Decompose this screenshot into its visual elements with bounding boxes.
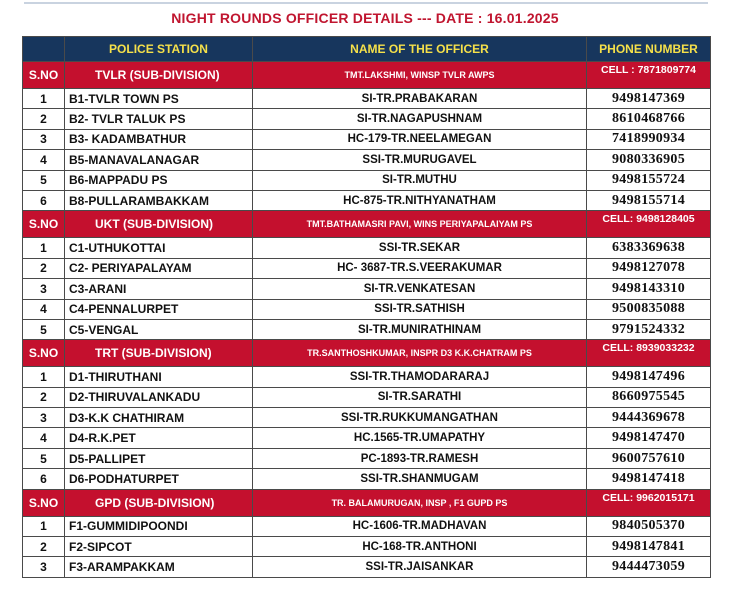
police-station-name: D2-THIRUVALANKADU bbox=[65, 387, 253, 407]
serial-number: 6 bbox=[23, 190, 65, 210]
subdivision-name: TRT (SUB-DIVISION) bbox=[65, 340, 253, 367]
officer-name: HC-168-TR.ANTHONI bbox=[253, 537, 587, 557]
serial-number: 4 bbox=[23, 299, 65, 319]
subdivision-cell-number: CELL: 8939033232 bbox=[587, 340, 711, 367]
police-station-name: F1-GUMMIDIPOONDI bbox=[65, 516, 253, 536]
phone-number: 9498127078 bbox=[587, 258, 711, 278]
phone-number: 8610468766 bbox=[587, 109, 711, 129]
police-station-name: D5-PALLIPET bbox=[65, 448, 253, 468]
officer-name: SSI-TR.MURUGAVEL bbox=[253, 150, 587, 170]
table-row bbox=[23, 238, 711, 258]
officer-name: SSI-TR.SEKAR bbox=[253, 238, 587, 258]
table-row bbox=[23, 557, 711, 577]
phone-number: 7418990934 bbox=[587, 129, 711, 149]
phone-number: 9498155724 bbox=[587, 170, 711, 190]
table-row bbox=[23, 150, 711, 170]
serial-number: 5 bbox=[23, 448, 65, 468]
table-row bbox=[23, 469, 711, 489]
phone-number: 9080336905 bbox=[587, 150, 711, 170]
officer-name: HC.1565-TR.UMAPATHY bbox=[253, 428, 587, 448]
serial-number: 2 bbox=[23, 258, 65, 278]
header-police-station: POLICE STATION bbox=[65, 37, 253, 62]
serial-number: 1 bbox=[23, 367, 65, 387]
police-station-name: B5-MANAVALANAGAR bbox=[65, 150, 253, 170]
phone-number: 9498155714 bbox=[587, 190, 711, 210]
subdivision-name: GPD (SUB-DIVISION) bbox=[65, 489, 253, 516]
phone-number: 9498147470 bbox=[587, 428, 711, 448]
phone-number: 9444369678 bbox=[587, 408, 711, 428]
officer-name: SI-TR.MUNIRATHINAM bbox=[253, 319, 587, 339]
serial-number: 3 bbox=[23, 408, 65, 428]
phone-number: 9791524332 bbox=[587, 319, 711, 339]
officer-name: SI-TR.MUTHU bbox=[253, 170, 587, 190]
police-station-name: B3- KADAMBATHUR bbox=[65, 129, 253, 149]
police-station-name: C3-ARANI bbox=[65, 279, 253, 299]
police-station-name: B8-PULLARAMBAKKAM bbox=[65, 190, 253, 210]
subdivision-cell-number: CELL: 9962015171 bbox=[587, 489, 711, 516]
phone-number: 9840505370 bbox=[587, 516, 711, 536]
officer-name: HC- 3687-TR.S.VEERAKUMAR bbox=[253, 258, 587, 278]
phone-number: 8660975545 bbox=[587, 387, 711, 407]
phone-number: 9498147418 bbox=[587, 469, 711, 489]
table-row bbox=[23, 387, 711, 407]
officer-name: SSI-TR.SHANMUGAM bbox=[253, 469, 587, 489]
subdivision-cell-number: CELL : 7871809774 bbox=[587, 62, 711, 89]
phone-number: 9498147841 bbox=[587, 537, 711, 557]
table-row bbox=[23, 367, 711, 387]
phone-number: 9600757610 bbox=[587, 448, 711, 468]
serial-number: 2 bbox=[23, 537, 65, 557]
table-row bbox=[23, 279, 711, 299]
police-station-name: F2-SIPCOT bbox=[65, 537, 253, 557]
police-station-name: F3-ARAMPAKKAM bbox=[65, 557, 253, 577]
subdivision-row bbox=[23, 211, 711, 238]
subdivision-incharge: TR. BALAMURUGAN, INSP , F1 GUPD PS bbox=[253, 489, 587, 516]
page-title: NIGHT ROUNDS OFFICER DETAILS --- DATE : 16.01.2025 bbox=[171, 10, 559, 26]
officer-table bbox=[22, 36, 711, 578]
police-station-name: D4-R.K.PET bbox=[65, 428, 253, 448]
serial-number: 2 bbox=[23, 109, 65, 129]
serial-number: 3 bbox=[23, 557, 65, 577]
table-header-row bbox=[23, 37, 711, 62]
officer-name: SSI-TR.SATHISH bbox=[253, 299, 587, 319]
subdivision-incharge: TMT.LAKSHMI, WINSP TVLR AWPS bbox=[253, 62, 587, 89]
officer-name: SI-TR.PRABAKARAN bbox=[253, 89, 587, 109]
serial-number: 1 bbox=[23, 89, 65, 109]
table-row bbox=[23, 299, 711, 319]
serial-number: 4 bbox=[23, 150, 65, 170]
subdivision-name: TVLR (SUB-DIVISION) bbox=[65, 62, 253, 89]
officer-name: SI-TR.SARATHI bbox=[253, 387, 587, 407]
subdivision-row bbox=[23, 62, 711, 89]
phone-number: 9498143310 bbox=[587, 279, 711, 299]
officer-name: SSI-TR.RUKKUMANGATHAN bbox=[253, 408, 587, 428]
serial-number: 6 bbox=[23, 469, 65, 489]
officer-name: HC-1606-TR.MADHAVAN bbox=[253, 516, 587, 536]
police-station-name: C4-PENNALURPET bbox=[65, 299, 253, 319]
officer-name: SI-TR.VENKATESAN bbox=[253, 279, 587, 299]
serial-number: 5 bbox=[23, 319, 65, 339]
sno-label: S.NO bbox=[23, 489, 65, 516]
subdivision-name: UKT (SUB-DIVISION) bbox=[65, 211, 253, 238]
serial-number: 2 bbox=[23, 387, 65, 407]
header-officer-name: NAME OF THE OFFICER bbox=[253, 37, 587, 62]
phone-number: 6383369638 bbox=[587, 238, 711, 258]
header-sno-blank bbox=[23, 37, 65, 62]
serial-number: 4 bbox=[23, 428, 65, 448]
officer-name: HC-875-TR.NITHYANATHAM bbox=[253, 190, 587, 210]
table-row bbox=[23, 258, 711, 278]
phone-number: 9500835088 bbox=[587, 299, 711, 319]
phone-number: 9498147369 bbox=[587, 89, 711, 109]
police-station-name: C1-UTHUKOTTAI bbox=[65, 238, 253, 258]
phone-number: 9444473059 bbox=[587, 557, 711, 577]
table-row bbox=[23, 516, 711, 536]
serial-number: 1 bbox=[23, 516, 65, 536]
table-row bbox=[23, 319, 711, 339]
officer-name: PC-1893-TR.RAMESH bbox=[253, 448, 587, 468]
table-row bbox=[23, 129, 711, 149]
table-row bbox=[23, 448, 711, 468]
table-row bbox=[23, 408, 711, 428]
police-station-name: C5-VENGAL bbox=[65, 319, 253, 339]
police-station-name: B6-MAPPADU PS bbox=[65, 170, 253, 190]
officer-name: SI-TR.NAGAPUSHNAM bbox=[253, 109, 587, 129]
police-station-name: B1-TVLR TOWN PS bbox=[65, 89, 253, 109]
phone-number: 9498147496 bbox=[587, 367, 711, 387]
sno-label: S.NO bbox=[23, 340, 65, 367]
header-phone-number: PHONE NUMBER bbox=[587, 37, 711, 62]
subdivision-incharge: TR.SANTHOSHKUMAR, INSPR D3 K.K.CHATRAM PS bbox=[253, 340, 587, 367]
police-station-name: B2- TVLR TALUK PS bbox=[65, 109, 253, 129]
sno-label: S.NO bbox=[23, 62, 65, 89]
officer-name: SSI-TR.JAISANKAR bbox=[253, 557, 587, 577]
police-station-name: D1-THIRUTHANI bbox=[65, 367, 253, 387]
table-row bbox=[23, 109, 711, 129]
police-station-name: C2- PERIYAPALAYAM bbox=[65, 258, 253, 278]
subdivision-incharge: TMT.BATHAMASRI PAVI, WINS PERIYAPALAIYAM PS bbox=[253, 211, 587, 238]
officer-name: HC-179-TR.NEELAMEGAN bbox=[253, 129, 587, 149]
table-row bbox=[23, 89, 711, 109]
police-station-name: D6-PODHATURPET bbox=[65, 469, 253, 489]
table-row bbox=[23, 190, 711, 210]
serial-number: 1 bbox=[23, 238, 65, 258]
sno-label: S.NO bbox=[23, 211, 65, 238]
subdivision-cell-number: CELL: 9498128405 bbox=[587, 211, 711, 238]
table-row bbox=[23, 537, 711, 557]
subdivision-row bbox=[23, 340, 711, 367]
serial-number: 3 bbox=[23, 129, 65, 149]
table-row bbox=[23, 170, 711, 190]
serial-number: 5 bbox=[23, 170, 65, 190]
top-divider bbox=[24, 2, 708, 4]
police-station-name: D3-K.K CHATHIRAM bbox=[65, 408, 253, 428]
serial-number: 3 bbox=[23, 279, 65, 299]
subdivision-row bbox=[23, 489, 711, 516]
table-row bbox=[23, 428, 711, 448]
officer-name: SSI-TR.THAMODARARAJ bbox=[253, 367, 587, 387]
